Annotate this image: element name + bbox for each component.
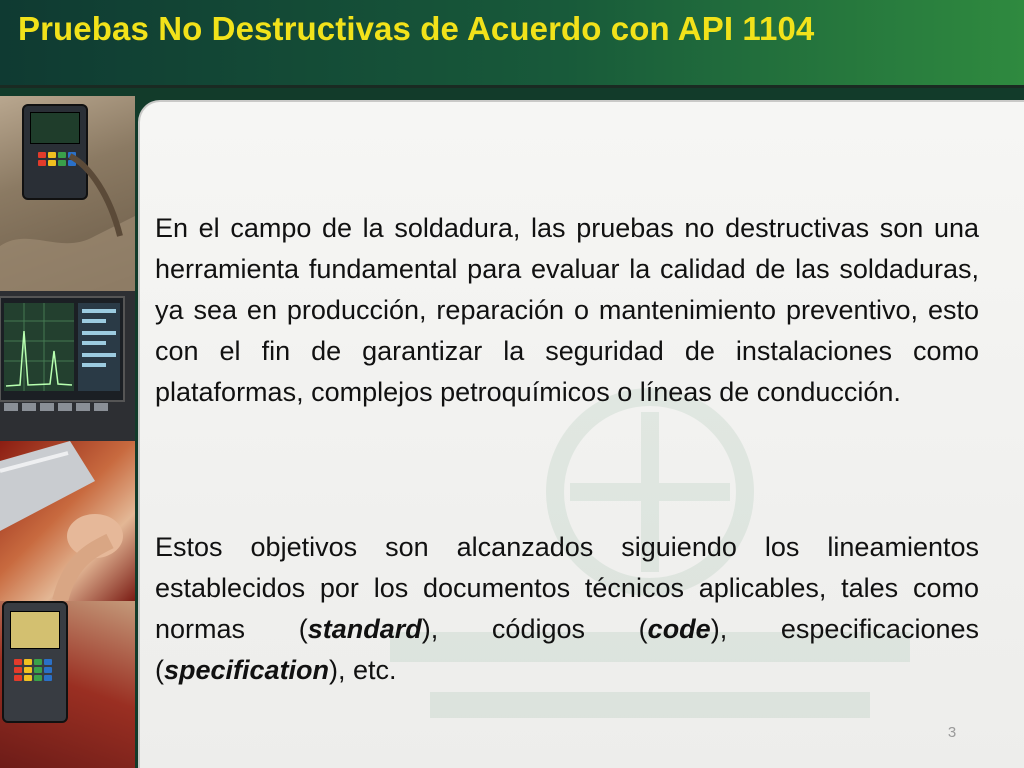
slide-title: Pruebas No Destructivas de Acuerdo con API 1104: [18, 10, 815, 47]
tester-icon: [2, 601, 68, 723]
photo-strip: [0, 96, 135, 768]
term-code: code: [647, 614, 711, 644]
objectives-text-1: Estos objetivos son alcanzados siguiendo los lineamientos establecidos por los documentos técnicos aplicables, tales como normas (: [155, 532, 979, 644]
handheld-tester-photo: [0, 601, 135, 768]
objectives-text-2: ), códigos (: [421, 614, 648, 644]
term-specification: specification: [164, 655, 330, 685]
flaw-detector-screen-photo: [0, 291, 135, 441]
objectives-paragraph: [155, 527, 979, 691]
pipe-inspection-photo: [0, 441, 135, 601]
objectives-text-3: ), especificaciones (: [155, 614, 979, 685]
title-bar: [0, 0, 1024, 88]
objectives-text-4: ), etc.: [329, 655, 397, 685]
term-standard: standard: [307, 614, 422, 644]
ultrasonic-device-photo: [0, 96, 135, 291]
page-number: 3: [947, 724, 957, 741]
intro-paragraph: En el campo de la soldadura, las pruebas no destructivas son una herramienta fundamental para evaluar la calidad de las soldaduras, ya sea en producción, reparación o mantenimiento preventivo, esto con el fin de garantizar la seguridad de instalaciones como plataformas, complejos petroquímicos o líneas de conducción.: [155, 213, 979, 407]
